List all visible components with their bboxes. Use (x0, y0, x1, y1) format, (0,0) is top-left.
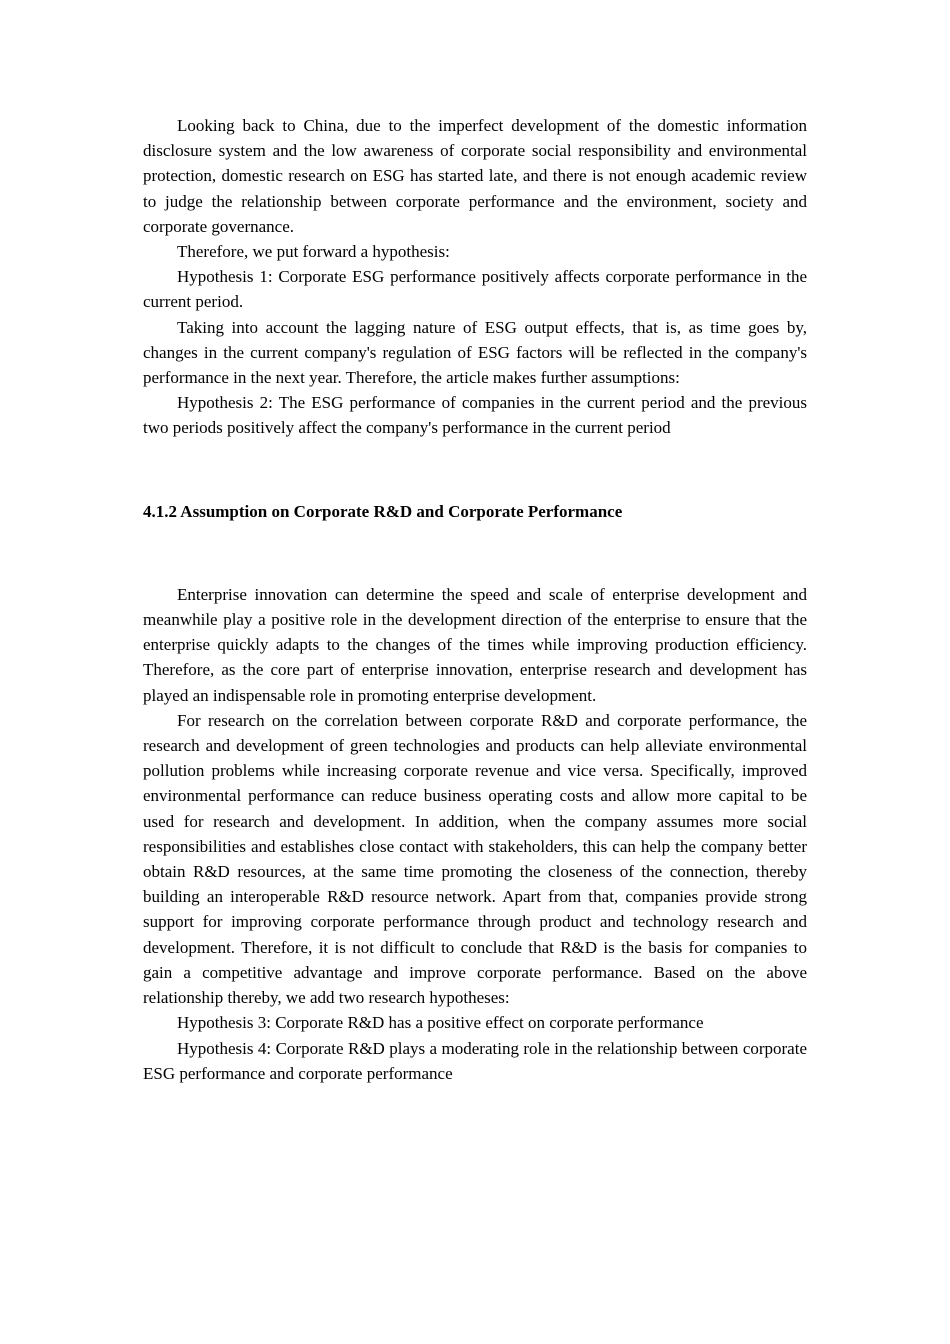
paragraph-hypothesis-2: Hypothesis 2: The ESG performance of companies in the current period and the previous two periods positively affect the company's performance in the current period (143, 393, 807, 438)
paragraph-therefore-hypothesis: Therefore, we put forward a hypothesis: (177, 242, 450, 262)
paragraph-lagging-nature: Taking into account the lagging nature of ESG output effects, that is, as time goes by, changes in the current company's regulation of ESG factors will be reflected in the company's performance in the next year. Therefore, the article makes further assumptions: (143, 317, 807, 388)
paragraph-hypothesis-4: Hypothesis 4: Corporate R&D plays a moderating role in the relationship between corporate ESG performance and corporate performance (143, 1038, 807, 1083)
section-heading-4-1-2: 4.1.2 Assumption on Corporate R&D and Corporate Performance (143, 501, 623, 521)
paragraph-enterprise-innovation: Enterprise innovation can determine the speed and scale of enterprise development and meanwhile play a positive role in the development direction of the enterprise to ensure that the enterprise quickly adapts to the changes of the times while improving production efficiency. Therefore, as the core part of enterprise innovation, enterprise research and development has played an indispensable role in promoting enterprise development. (143, 584, 807, 705)
paragraph-hypothesis-3: Hypothesis 3: Corporate R&D has a positive effect on corporate performance (177, 1013, 704, 1033)
paragraph-looking-back-china: Looking back to China, due to the imperfect development of the domestic information disclosure system and the low awareness of corporate social responsibility and environmental protection, domestic research on ESG has started late, and there is not enough academic review to judge the relationship between corporate performance and the environment, society and corporate governance. (143, 116, 807, 236)
page-text-column (143, 113, 807, 1086)
paragraph-hypothesis-1: Hypothesis 1: Corporate ESG performance positively affects corporate performance in the current period. (143, 267, 807, 312)
paragraph-for-research-correlation: For research on the correlation between corporate R&D and corporate performance, the research and development of green technologies and products can help alleviate environmental pollution problems while increasing corporate revenue and vice versa. Specifically, improved environmental performance can reduce business operating costs and allow more capital to be used for research and development. In addition, when the company assumes more social responsibilities and establishes close contact with stakeholders, this can help the company better obtain R&D resources, at the same time promoting the closeness of the connection, thereby building an interoperable R&D resource network. Apart from that, companies provide strong support for improving corporate performance through product and technology research and development. Therefore, it is not difficult to conclude that R&D is the basis for companies to gain a competitive advantage and improve corporate performance. Based on the above relationship thereby, we add two research hypotheses: (143, 710, 807, 1008)
